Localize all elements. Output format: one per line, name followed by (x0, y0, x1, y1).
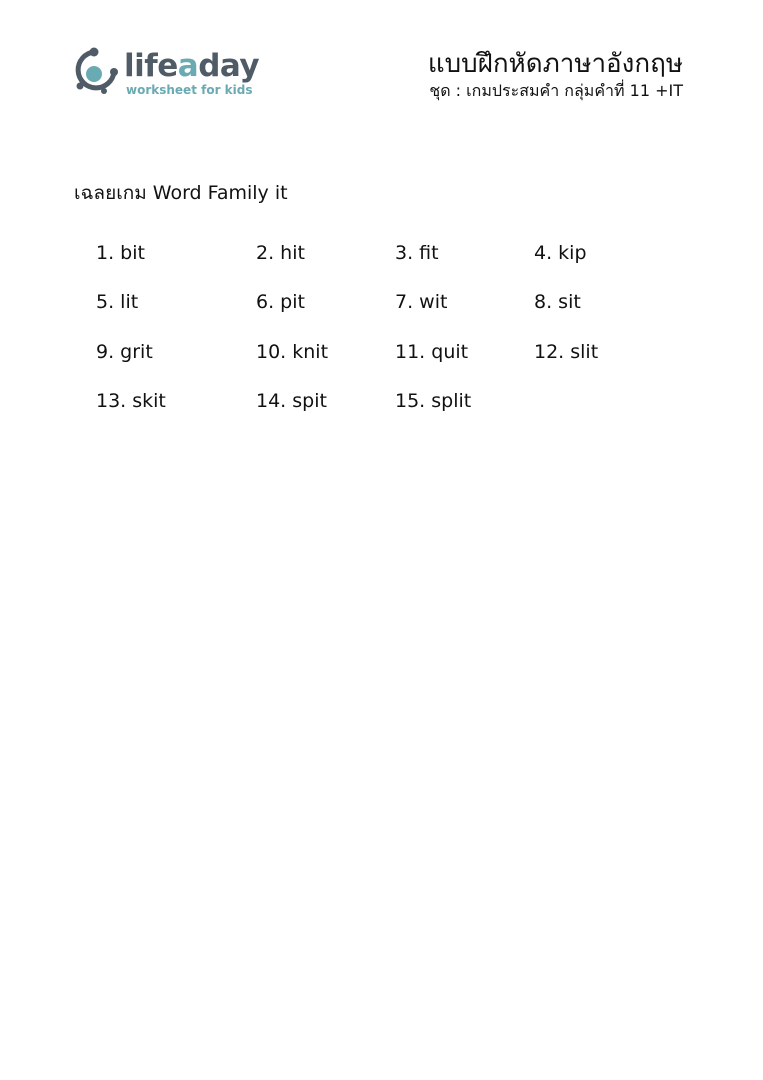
answer-item: 6. pit (256, 291, 305, 314)
answer-item: 4. kip (534, 241, 587, 264)
answer-item: 12. slit (534, 340, 599, 363)
answer-key-title: เฉลยเกม Word Family it (74, 182, 288, 204)
logo-word-accent: a (177, 48, 199, 84)
answer-row (96, 377, 696, 427)
logo-word-part1: life (124, 48, 178, 84)
worksheet-subtitle: ชุด : เกมประสมคำ กลุ่มคำที่ 11 +IT (429, 81, 683, 100)
answer-row (96, 327, 696, 377)
answer-item: 10. knit (256, 340, 329, 363)
answer-row (96, 228, 696, 278)
logo-word-part2: day (198, 48, 260, 84)
answer-item: 7. wit (395, 291, 448, 314)
answer-item: 15. split (395, 390, 472, 413)
answer-item: 11. quit (395, 340, 469, 363)
answer-item: 1. bit (96, 241, 145, 264)
answer-item: 14. spit (256, 390, 327, 413)
answer-row (96, 278, 696, 328)
answer-item: 5. lit (96, 291, 139, 314)
answer-item: 2. hit (256, 241, 305, 264)
answer-grid (96, 228, 696, 426)
answer-item: 13. skit (96, 390, 166, 413)
answer-item: 8. sit (534, 291, 581, 314)
logo-tagline: worksheet for kids (126, 83, 253, 97)
lifeaday-logo (74, 44, 274, 104)
answer-item: 3. fit (395, 241, 439, 264)
worksheet-title: แบบฝึกหัดภาษาอังกฤษ (427, 49, 683, 79)
logo-molecule-icon (74, 46, 122, 98)
answer-item: 9. grit (96, 340, 153, 363)
